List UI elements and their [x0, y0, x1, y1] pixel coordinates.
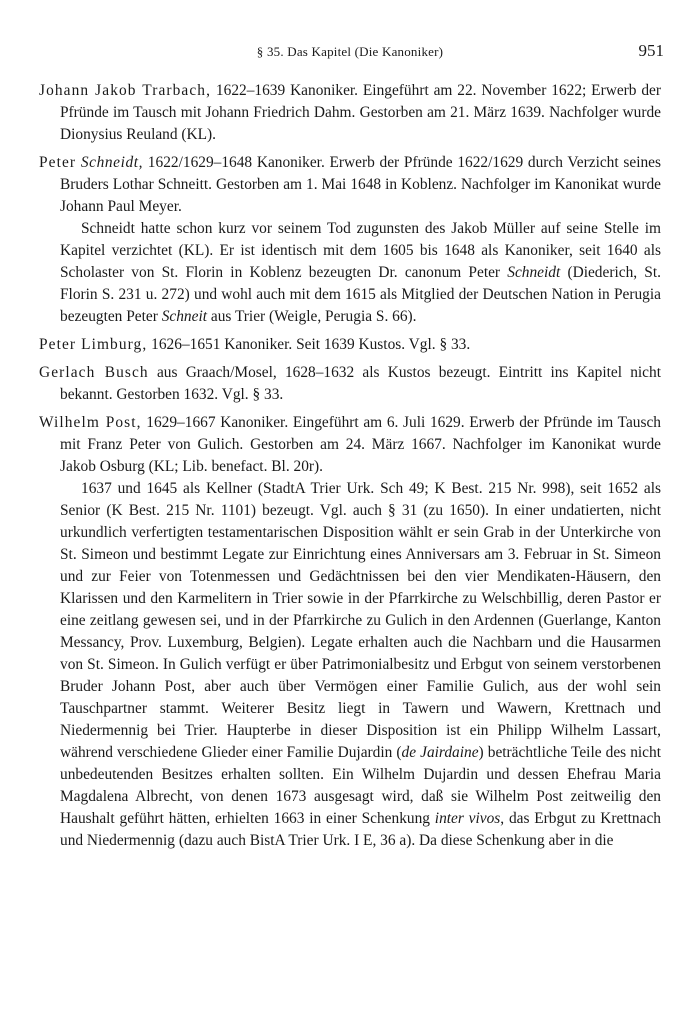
entry-name: Johann Jakob Trarbach, [39, 82, 212, 99]
entry-limburg [39, 334, 661, 356]
paragraph-text: , das Erbgut zu Krettnach und Niedermennig (dazu auch BistA Trier Urk. I E, 36 a). Da diese Schenkung aber in die [60, 810, 661, 849]
page-number: 951 [638, 41, 664, 60]
entry-paragraph [60, 218, 661, 328]
entry-text: aus Graach/Mosel, 1628–1632 als Kustos bezeugt. Eintritt ins Kapitel nicht bekannt. Gestorben 1632. Vgl. § 33. [60, 364, 661, 403]
page-header [36, 41, 664, 63]
paragraph-text: Schneidt hatte schon kurz vor seinem Tod zugunsten des Jakob Müller auf seine Stelle im Kapitel verzichtet (KL). Er ist identisch mit dem 1605 bis 1648 als Kanoniker, seit 1640 als Scholaster von St. Florin in Koblenz bezeugten Dr. canonum Peter [60, 220, 661, 281]
italic-text: Schneidt [507, 264, 561, 281]
entry-trarbach [39, 80, 661, 146]
paragraph-text: (Diederich, St. Florin S. 231 u. 272) und wohl auch mit dem 1615 als Mitglied der Deutschen Nation in Perugia bezeugten Peter [60, 264, 661, 325]
entry-paragraph [60, 478, 661, 852]
italic-text: inter vivos [434, 810, 501, 827]
running-title: § 35. Das Kapitel (Die Kanoniker) [256, 44, 444, 59]
paragraph-text: ) beträchtliche Teile des nicht unbedeutenden Besitzes erhalten sollten. Ein Wilhelm Dujardin und dessen Ehefrau Maria Magdalena Albrecht, von denen 1673 ausgesagt wird, daß sie Wilhelm Post zeitweilig den Haushalt geführt hätten, erhielten 1663 in einer Schenkung [60, 744, 661, 827]
paragraph-text: 1637 und 1645 als Kellner (StadtA Trier Urk. Sch 49; K Best. 215 Nr. 998), seit 1652 als Senior (K Best. 215 Nr. 1101) bezeugt. Vgl. auch § 31 (zu 1650). In einer undatierten, nicht urkundlich verfertigten testamentarischen Disposition wählt er sein Grab in der Unterkirche von St. Simeon und bestimmt Legate zur Einrichtung eines Anniversars am 3. Februar in St. Simeon und zur Feier von Totenmessen und Gedächtnissen bei den vier Mendikaten-Häusern, den Klarissen und den Karmelitern in Trier sowie in der Pfarrkirche zu Welschbillig, deren Pastor er eine zeitlang gewesen sei, und in der Pfarrkirche zu Gulich in den Ardennen (Guerlange, Kanton Messancy, Prov. Luxemburg, Belgien). Legate erhalten auch die Nachbarn und die Hausarmen von St. Simeon. In Gulich verfügt er über Patrimonialbesitz und Erbgut von seinem verstorbenen Bruder Johann Post, aber auch über Vermögen einer Familie Gulich, aus der wohl sein Tauschpartner stammt. Weiterer Besitz liegt in Tawern und Wawern, Krettnach und Niedermennig bei Trier. Haupterbe in dieser Disposition ist ein Philipp Wilhelm Lassart, während verschiedene Glieder einer Familie Dujardin ( [60, 480, 661, 761]
entry-name: Wilhelm Post, [39, 414, 142, 431]
entry-name: Peter Limburg, [39, 336, 148, 353]
entry-text: 1622/1629–1648 Kanoniker. Erwerb der Pfründe 1622/1629 durch Verzicht seines Bruders Lothar Schneitt. Gestorben am 1. Mai 1648 in Koblenz. Nachfolger im Kanonikat wurde Johann Paul Meyer. [60, 154, 661, 215]
entry-post [39, 412, 661, 852]
entry-name-italic: Schneidt, [80, 154, 144, 171]
entry-text: 1626–1651 Kanoniker. Seit 1639 Kustos. Vgl. § 33. [147, 336, 471, 353]
entry-busch [39, 362, 661, 406]
italic-text: de Jairdaine [401, 744, 479, 761]
entry-name: Peter [39, 154, 77, 171]
italic-text: Schneit [161, 308, 208, 325]
page-body [39, 80, 661, 858]
entry-text: 1622–1639 Kanoniker. Eingeführt am 22. November 1622; Erwerb der Pfründe im Tausch mit Johann Friedrich Dahm. Gestorben am 21. März 1639. Nachfolger wurde Dionysius Reuland (KL). [60, 82, 662, 143]
paragraph-text: aus Trier (Weigle, Perugia S. 66). [207, 308, 417, 325]
entry-schneidt [39, 152, 661, 328]
entry-text: 1629–1667 Kanoniker. Eingeführt am 6. Juli 1629. Erwerb der Pfründe im Tausch mit Franz Peter von Gulich. Gestorben am 24. März 1667. Nachfolger im Kanonikat wurde Jakob Osburg (KL; Lib. benefact. Bl. 20r). [60, 414, 661, 475]
entry-name: Gerlach Busch [39, 364, 149, 381]
